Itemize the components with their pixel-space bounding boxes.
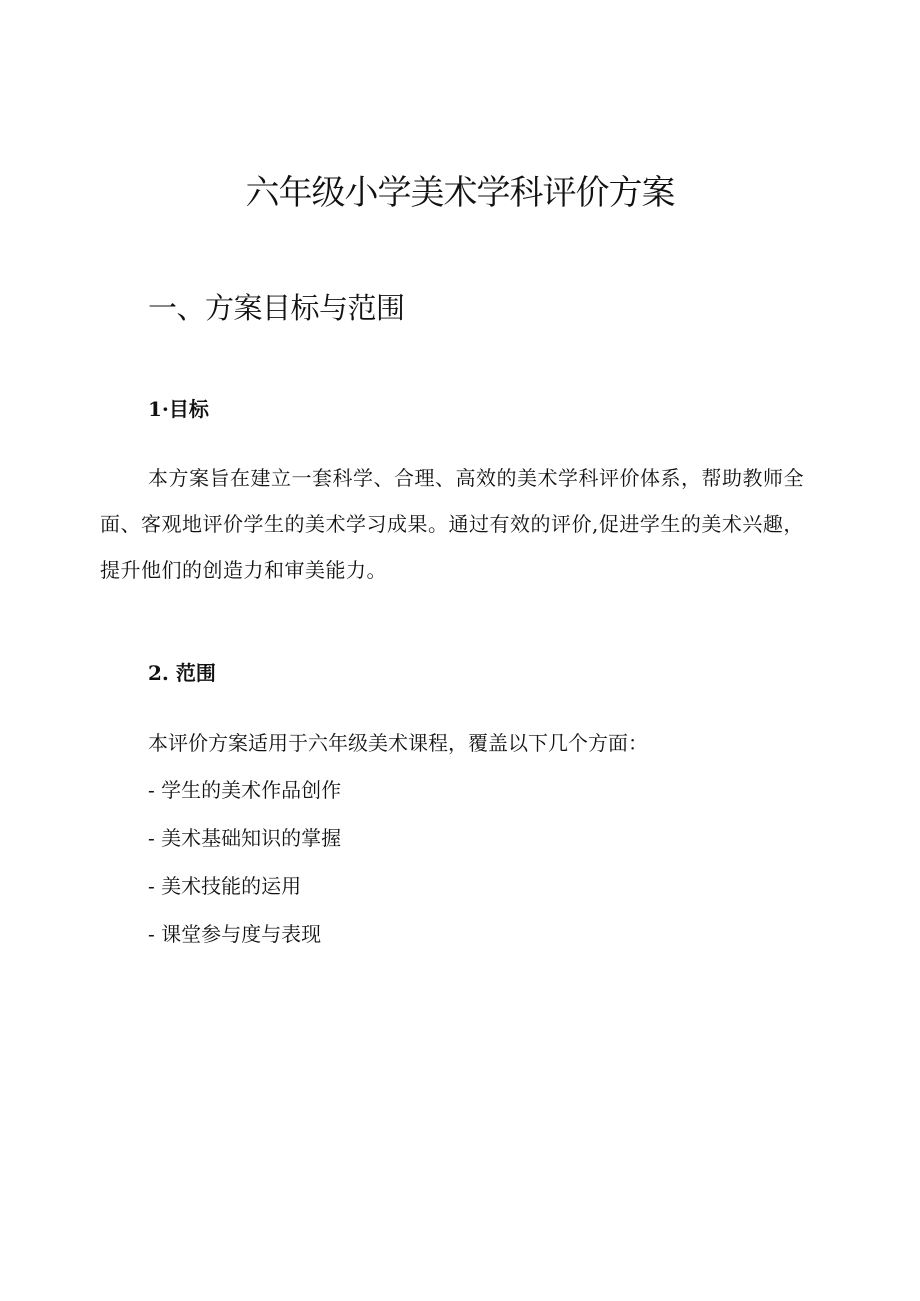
list-item: - 美术技能的运用 [148, 874, 302, 898]
subheading-goal-number: 1· [148, 397, 169, 421]
subheading-goal [148, 394, 209, 424]
list-item: - 学生的美术作品创作 [148, 778, 342, 802]
list-item: - 美术基础知识的掌握 [148, 826, 342, 850]
document-title: 六年级小学美术学科评价方案 [245, 173, 675, 213]
section-heading-goals-scope: 一、方案目标与范围 [148, 291, 405, 325]
subheading-scope-number: 2. [148, 661, 169, 685]
subheading-scope [148, 658, 216, 688]
subheading-scope-label: 范围 [175, 661, 216, 685]
list-item: - 课堂参与度与表现 [148, 922, 322, 946]
scope-list [148, 766, 341, 958]
scope-intro-paragraph: 本评价方案适用于六年级美术课程，覆盖以下几个方面： [148, 731, 648, 755]
goal-paragraph: 本方案旨在建立一套科学、合理、高效的美术学科评价体系，帮助教师全面、客观地评价学生的美术学习成果。通过有效的评价,促进学生的美术兴趣，提升他们的创造力和审美能力。 [100, 466, 804, 582]
subheading-goal-label: 目标 [168, 397, 209, 421]
